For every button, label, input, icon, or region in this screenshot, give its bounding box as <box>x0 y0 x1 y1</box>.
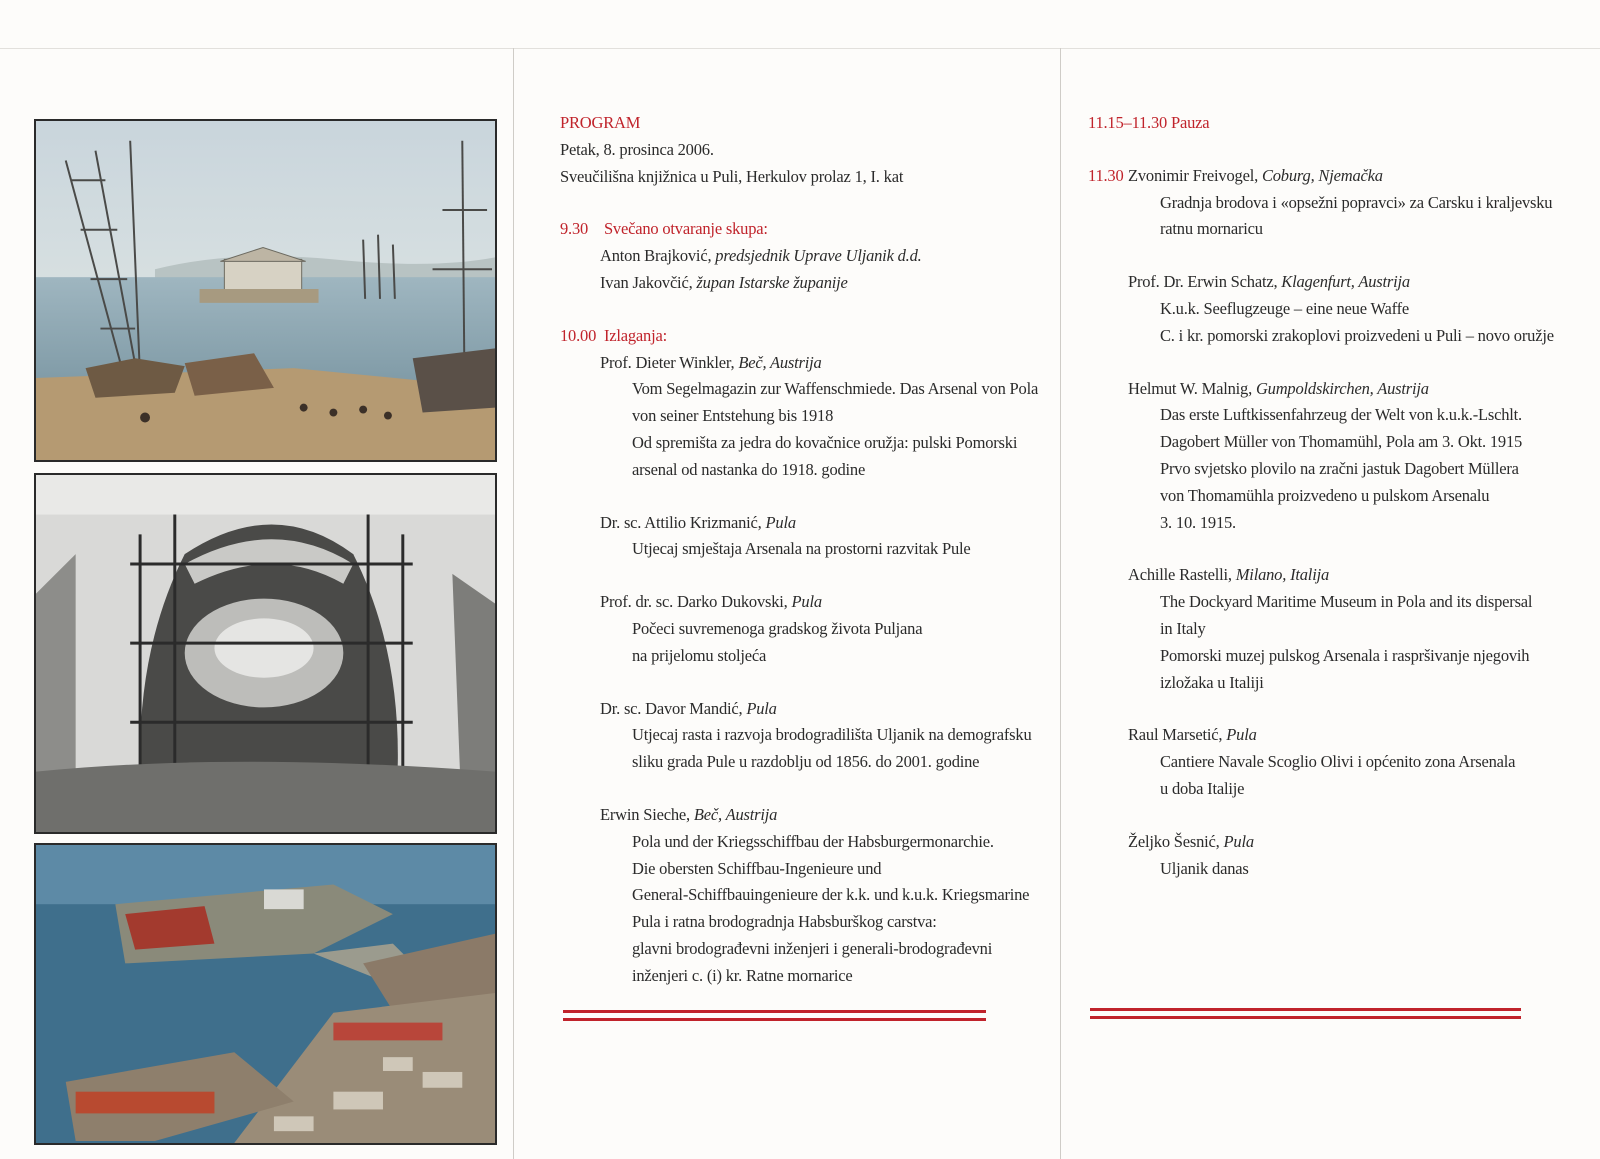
talk-title-line: Pula i ratna brodogradnja Habsburškog carstva: <box>632 912 937 932</box>
engraving-harbor-image <box>34 119 497 462</box>
talk-speaker: Prof. Dieter Winkler, Beč, Austrija <box>600 352 822 372</box>
program-heading: PROGRAM <box>560 113 641 132</box>
opening-title: Svečano otvaranje skupa: <box>603 219 768 239</box>
opening-speaker: Ivan Jakovčić, župan Istarske županije <box>600 272 848 292</box>
talk-title-line: na prijelomu stoljeća <box>632 645 767 665</box>
talk-speaker: 11.30 Zvonimir Freivogel, Coburg, Njemačka <box>1088 163 1558 190</box>
pause-time: 11.15–11.30 <box>1088 113 1168 132</box>
talk-title-line: Pola und der Kriegsschiffbau der Habsburgermonarchie. <box>632 831 994 851</box>
talk-title-line: sliku grada Pule u razdoblju od 1856. do 2001. godine <box>632 752 980 772</box>
talk-title-line: General-Schiffbauingenieure der k.k. und k.u.k. Kriegsmarine <box>632 885 1030 905</box>
talk-speaker: Prof. dr. sc. Darko Dukovski, Pula <box>600 592 822 612</box>
opening-session <box>560 216 1010 243</box>
talk-title-line: Das erste Luftkissenfahrzeug der Welt von k.u.k.-Lschlt. <box>1160 405 1522 425</box>
talk-title-line: Utjecaj rasta i razvoja brodogradilišta Uljanik na demografsku <box>632 725 1032 745</box>
program-panel <box>560 110 1039 990</box>
double-red-rule <box>563 1010 986 1021</box>
talk-title-line: Pomorski muzej pulskog Arsenala i raspršivanje njegovih <box>1160 645 1530 665</box>
panel-fold-left <box>513 48 514 1159</box>
talk-title-line: izložaka u Italiji <box>1160 672 1264 692</box>
talk-title-line: C. i kr. pomorski zrakoplovi proizvedeni u Puli – novo oružje <box>1160 325 1554 345</box>
talk-title-line: K.u.k. Seeflugzeuge – eine neue Waffe <box>1160 298 1410 318</box>
opening-speaker: Anton Brajković, predsjednik Uprave Uljanik d.d. <box>600 246 922 266</box>
talk-title-line: Od spremišta za jedra do kovačnice oružja: pulski Pomorski <box>632 432 1018 452</box>
talk-speaker: Achille Rastelli, Milano, Italija <box>1128 565 1330 585</box>
ship-hull-construction-photo <box>34 473 497 834</box>
program-date: Petak, 8. prosinca 2006. <box>560 139 714 159</box>
aerial-shipyard-photo <box>34 843 497 1145</box>
talk-title-line: Prvo svjetsko plovilo na zračni jastuk Dagobert Müllera <box>1160 458 1519 478</box>
session-time: 11.30 <box>1088 165 1124 185</box>
talk-title-line: Gradnja brodova i «opsežni popravci» za Carsku i kraljevsku <box>1160 192 1553 212</box>
talk-title-line: inženjeri c. (i) kr. Ratne mornarice <box>632 965 853 985</box>
talk-speaker: Dr. sc. Attilio Krizmanić, Pula <box>600 512 796 532</box>
talk-title-line: u doba Italije <box>1160 778 1245 798</box>
talk-title-line: in Italy <box>1160 618 1206 638</box>
talks-session <box>560 323 1010 350</box>
talk-title-line: The Dockyard Maritime Museum in Pola and its dispersal <box>1160 592 1533 612</box>
talk-title-line: Cantiere Navale Scoglio Olivi i općenito zona Arsenala <box>1160 752 1516 772</box>
talk-title-line: von seiner Entstehung bis 1918 <box>632 406 834 426</box>
talk-title-line: Uljanik danas <box>1160 858 1249 878</box>
talk-speaker: Erwin Sieche, Beč, Austrija <box>600 804 778 824</box>
talk-title-line: von Thomamühla proizvedeno u pulskom Arsenalu <box>1160 485 1490 505</box>
pause-label: Pauza <box>1171 113 1210 132</box>
talk-title-line: arsenal od nastanka do 1918. godine <box>632 459 866 479</box>
talk-title-line: Dagobert Müller von Thomamühl, Pola am 3. Okt. 1915 <box>1160 432 1523 452</box>
talks-title: Izlaganja: <box>603 325 667 345</box>
talk-speaker: Željko Šesnić, Pula <box>1128 831 1254 851</box>
talk-title-line: Utjecaj smještaja Arsenala na prostorni razvitak Pule <box>632 539 971 559</box>
double-red-rule <box>1090 1008 1521 1019</box>
talk-title-line: glavni brodograđevni inženjeri i generali-brodograđevni <box>632 938 993 958</box>
opening-time: 9.30 <box>560 219 589 239</box>
talk-title-line: 3. 10. 1915. <box>1160 512 1236 532</box>
program-continuation-panel <box>1088 110 1558 882</box>
talk-title-line: ratnu mornaricu <box>1160 219 1263 239</box>
program-venue: Sveučilišna knjižnica u Puli, Herkulov prolaz 1, I. kat <box>560 166 904 186</box>
talks-time: 10.00 <box>560 325 597 345</box>
talk-speaker: Dr. sc. Davor Mandić, Pula <box>600 698 777 718</box>
talk-speaker: Prof. Dr. Erwin Schatz, Klagenfurt, Austrija <box>1128 272 1410 292</box>
talk-speaker: Helmut W. Malnig, Gumpoldskirchen, Austrija <box>1128 378 1429 398</box>
panel-fold-right <box>1060 48 1061 1159</box>
top-edge-line <box>0 48 1600 49</box>
pause-item <box>1088 110 1558 137</box>
talk-title-line: Vom Segelmagazin zur Waffenschmiede. Das Arsenal von Pola <box>632 379 1039 399</box>
talk-title-line: Die obersten Schiffbau-Ingenieure und <box>632 858 882 878</box>
talk-title-line: Počeci suvremenoga gradskog života Puljana <box>632 618 923 638</box>
talk-speaker: Raul Marsetić, Pula <box>1128 725 1257 745</box>
